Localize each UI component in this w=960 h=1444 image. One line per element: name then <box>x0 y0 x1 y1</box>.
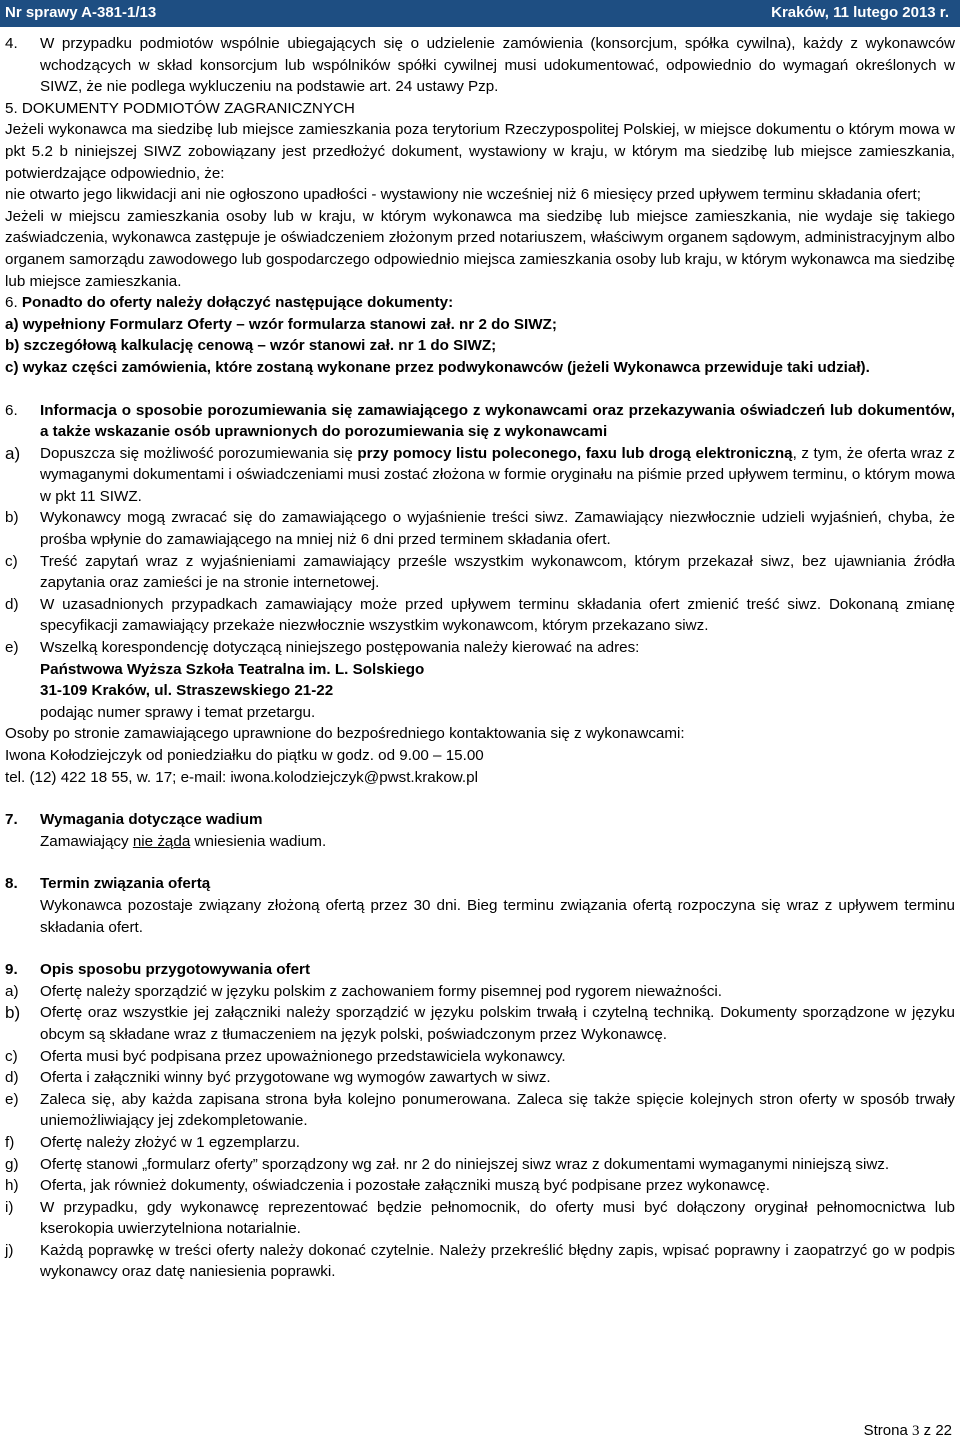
document-body <box>0 27 960 1283</box>
list-marker: c) <box>5 552 18 570</box>
list-item <box>5 1002 955 1045</box>
section-title: Informacja o sposobie porozumiewania się zamawiającego z wykonawcami oraz przekazywania oświadczeń lub dokumentów, a także wskazanie osób uprawnionych do porozumiewania się z wykonawcami <box>40 401 955 441</box>
section-4 <box>5 33 955 98</box>
list-text: Wykonawcy mogą zwracać się do zamawiającego o wyjaśnienie treści siwz. Zamawiający niezwłocznie udzieli wyjaśnień, chyba, że prośba wpłynie do zamawiającego na mniej niż 6 dni przed terminem składania ofert. <box>40 509 955 549</box>
section-number: 8. <box>5 875 18 893</box>
contact-line: Osoby po stronie zamawiającego uprawnione do bezpośredniego kontaktowania się z wykonawcami: <box>5 725 685 743</box>
list-marker: f) <box>5 1133 15 1151</box>
case-number: Nr sprawy A-381-1/13 <box>5 4 157 21</box>
list-text: podając numer sprawy i temat przetargu. <box>40 703 316 721</box>
contact-line: Iwona Kołodziejczyk od poniedziałku do piątku w godz. od 9.00 – 15.00 <box>5 747 484 764</box>
page-footer <box>864 1422 952 1440</box>
list-item <box>5 1154 955 1176</box>
list-marker: a) <box>5 982 19 1000</box>
list-marker: b) <box>5 1003 21 1023</box>
spacer <box>5 379 955 400</box>
list-item: c) wykaz części zamówienia, które zostaną wykonane przez podwykonawców (jeżeli Wykonawca przewiduje taki udział). <box>5 358 870 376</box>
list-item <box>5 1240 955 1283</box>
page-header <box>0 0 960 27</box>
address-line: Państwowa Wyższa Szkoła Teatralna im. L. Solskiego <box>40 660 425 678</box>
list-text: Ofertę stanowi „formularz oferty” sporządzony wg zał. nr 2 do niniejszej siwz wraz z dokumentami wymaganymi niniejszą siwz. <box>40 1155 890 1173</box>
section-5-paragraph: Jeżeli w miejscu zamieszkania osoby lub w kraju, w którym wykonawca ma siedzibę lub miejsce zamieszkania, nie wydaje się takiego zaświadczenia, wykonawca zastępuje je oświadczeniem złożonym przed notariuszem, właściwym organem sądowym, administracyjnym albo organem samorządu zawodowego lub gospodarczego odpowiednio miejsca zamieszkania osoby lub kraju, w którym wykonawca ma siedzibę lub miejsce zamieszkania. <box>5 207 955 290</box>
list-text: W przypadku, gdy wykonawcę reprezentować będzie pełnomocnik, do oferty musi być dołączony oryginał pełnomocnictwa lub kserokopia uwierzytelniona notarialnie. <box>40 1198 955 1238</box>
section-text: wniesienia wadium. <box>190 832 327 850</box>
section-number: 4. <box>5 35 18 52</box>
list-text: Treść zapytań wraz z wyjaśnieniami zamawiający prześle wszystkim wykonawcom, którym przekazał siwz, bez ujawniania źródła zapytania oraz zamieści je na stronie internetowej. <box>40 552 955 592</box>
list-item <box>5 981 955 1003</box>
list-text: , z tym, że oferta wraz z wymaganymi dokumentami i oświadczeniami musi zostać złożona w formie oryginału na piśmie przed upływem terminu, o którym mowa w pkt 11 SIWZ. <box>40 444 955 505</box>
section-9 <box>5 959 955 981</box>
section-6-title <box>5 292 955 314</box>
list-item: a) wypełniony Formularz Oferty – wzór formularza stanowi zał. nr 2 do SIWZ; <box>5 315 557 333</box>
list-item <box>5 551 955 594</box>
list-marker: i) <box>5 1198 14 1216</box>
list-item <box>5 1089 955 1132</box>
list-text: Ofertę oraz wszystkie jej załączniki należy sporządzić w języku polskim trwałą i czytelną techniką. Dokumenty sporządzone w języku obcym są składane wraz z tłumaczeniem na język polski, poświadczonym przez Wykonawcę. <box>40 1004 955 1043</box>
list-marker: c) <box>5 1047 18 1065</box>
list-text: Oferta, jak również dokumenty, oświadczenia i pozostałe załączniki muszą być podpisane przez wykonawcę. <box>40 1177 770 1195</box>
page-number: 3 <box>911 1423 920 1439</box>
list-marker: j) <box>5 1241 14 1259</box>
section-5-paragraph: nie otwarto jego likwidacji ani nie ogłoszono upadłości - wystawiony nie wcześniej niż 6 miesięcy przed upływem terminu składania ofert; <box>5 186 921 204</box>
list-marker: e) <box>5 1090 19 1108</box>
list-item <box>5 637 955 723</box>
list-marker: e) <box>5 639 19 657</box>
section-text: Wykonawca pozostaje związany złożoną ofertą przez 30 dni. Bieg terminu związania ofertą rozpoczyna się wraz z upływem terminu składania ofert. <box>40 896 955 936</box>
address-line: 31-109 Kraków, ul. Straszewskiego 21-22 <box>40 682 334 700</box>
list-item <box>5 1197 955 1240</box>
list-marker: b) <box>5 509 19 527</box>
section-text: W przypadku podmiotów wspólnie ubiegających się o udzielenie zamówienia (konsorcjum, spółka cywilna), każdy z wykonawców wchodzących w skład konsorcjum lub wspólników spółki cywilnej musi udokumentować, odpowiednio do wymagań określonych w SIWZ, że nie podlega wykluczeniu na podstawie art. 24 ustawy Pzp. <box>40 35 955 96</box>
section-title: Termin związania ofertą <box>40 875 211 893</box>
section-5-paragraph: Jeżeli wykonawca ma siedzibę lub miejsce zamieszkania poza terytorium Rzeczypospolitej Polskiej, w miejsce dokumentu o którym mowa w pkt 5.2 b niniejszej SIWZ zobowiązany jest przedłożyć dokument, wystawiony w kraju, w którym ma siedzibę lub miejsce zamieszkania, potwierdzające odpowiednio, że: <box>5 121 955 182</box>
section-7 <box>5 809 955 852</box>
section-5-title: 5. DOKUMENTY PODMIOTÓW ZAGRANICZNYCH <box>5 99 355 117</box>
list-text: Wszelką korespondencję dotyczącą niniejszego postępowania należy kierować na adres: <box>40 639 640 657</box>
header-date: Kraków, 11 lutego 2013 r. <box>771 4 949 21</box>
spacer <box>5 852 955 873</box>
section-number: 6. <box>5 294 18 312</box>
list-item <box>5 1175 955 1197</box>
list-text: Każdą poprawkę w treści oferty należy dokonać czytelnie. Należy przekreślić błędny zapis, wpisać poprawny i zaopatrzyć go w podpis wykonawcy oraz datę naniesienia poprawki. <box>40 1241 955 1281</box>
section-text: Zamawiający <box>40 832 133 850</box>
section-number: 6. <box>5 401 18 419</box>
section-title: Wymagania dotyczące wadium <box>40 811 263 829</box>
list-text: W uzasadnionych przypadkach zamawiający może przed upływem terminu składania ofert zmienić treść siwz. Dokonaną zmianę specyfikacji zamawiający przekaże niezwłocznie wszystkim wykonawcom, którym przekazano siwz. <box>40 595 955 635</box>
section-text-underlined: nie żąda <box>132 832 191 850</box>
list-text-bold: przy pomocy listu poleconego, faxu lub drogą elektroniczną <box>357 444 793 462</box>
footer-label: Strona <box>863 1422 908 1439</box>
section-6-communication <box>5 400 955 443</box>
list-marker: g) <box>5 1155 19 1173</box>
list-text: Oferta i załączniki winny być przygotowane wg wymogów zawartych w siwz. <box>40 1069 551 1087</box>
section-8 <box>5 873 955 938</box>
list-item <box>5 594 955 637</box>
list-marker: d) <box>5 1069 19 1087</box>
list-text: Dopuszcza się możliwość porozumiewania się <box>40 444 358 462</box>
list-text: Zaleca się, aby każda zapisana strona była kolejno ponumerowana. Zaleca się także spięcie kolejnych stron oferty w sposób trwały uniemożliwiający jej zdekompletowanie. <box>40 1090 955 1130</box>
list-item <box>5 1132 955 1154</box>
list-item <box>5 443 955 508</box>
section-title: Opis sposobu przygotowywania ofert <box>40 961 311 979</box>
spacer <box>5 938 955 959</box>
footer-of: z <box>923 1422 932 1439</box>
list-item: b) szczegółową kalkulację cenową – wzór stanowi zał. nr 1 do SIWZ; <box>5 337 497 355</box>
list-text: Ofertę należy sporządzić w języku polskim z zachowaniem formy pisemnej pod rygorem nieważności. <box>40 982 723 1000</box>
list-item <box>5 1046 955 1068</box>
list-marker: d) <box>5 595 19 613</box>
section-title: Ponadto do oferty należy dołączyć następujące dokumenty: <box>21 294 454 312</box>
list-marker: a) <box>5 443 21 463</box>
spacer <box>5 788 955 809</box>
list-item <box>5 507 955 550</box>
list-text: Oferta musi być podpisana przez upoważnionego przedstawiciela wykonawcy. <box>40 1047 566 1065</box>
list-item <box>5 1067 955 1089</box>
section-number: 9. <box>5 961 18 979</box>
list-text: Ofertę należy złożyć w 1 egzemplarzu. <box>40 1133 300 1151</box>
contact-line: tel. (12) 422 18 55, w. 17; e-mail: iwona.kolodziejczyk@pwst.krakow.pl <box>5 768 478 786</box>
section-number: 7. <box>5 811 18 829</box>
list-marker: h) <box>5 1177 19 1195</box>
page-total: 22 <box>935 1422 952 1439</box>
